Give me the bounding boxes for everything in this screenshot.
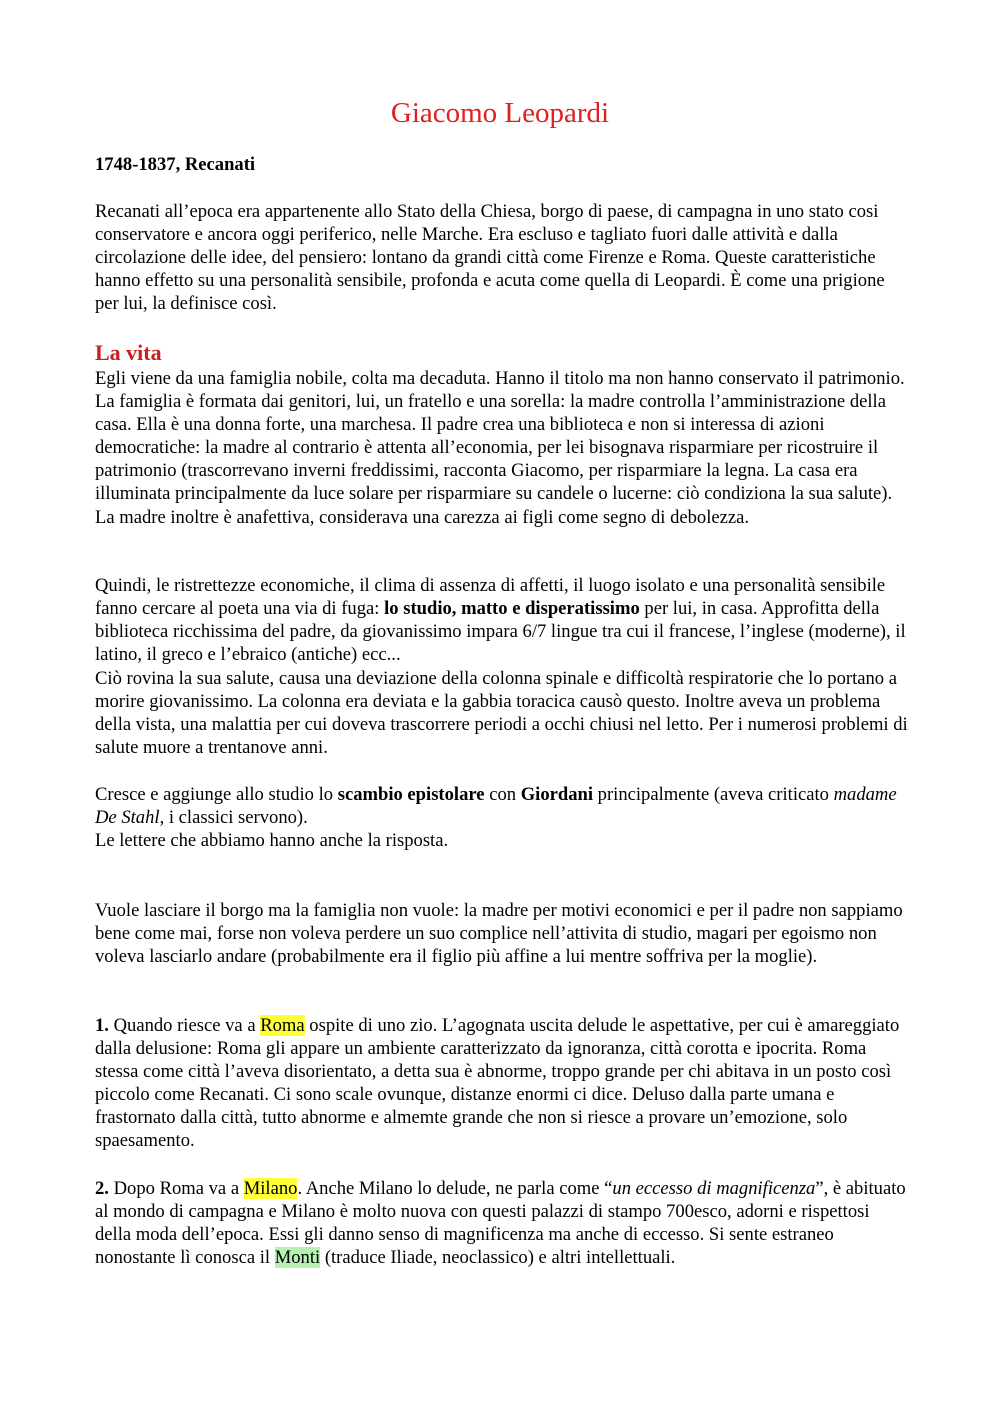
item2-text-a: Dopo Roma va a — [108, 1178, 244, 1199]
vita-paragraph-2 — [95, 574, 910, 666]
item1-text-b: ospite di uno zio. L’agognata uscita delude le aspettative, per cui è amareggiato dalla delusione: Roma gli appare un ambiente caratterizzato da ignoranza, città corotta e ipocrita. Roma stessa come città l’aveva disorientato, a detta sua è abnorme, troppo grande per chi abitava in un posto così piccolo come Recanati. Ci sono scale ovunque, distanze enormi ci dice. Deluso dalla parte umana e frastornato dalla città, tutto abnorme e almemte grande che non si riesce a provare un’emozione, solo spaesamento. — [95, 1015, 900, 1152]
vita-paragraph-6: Vuole lasciare il borgo ma la famiglia non vuole: la madre per motivi economici e per il padre non sappiamo bene come mai, forse non voleva perdere un suo complice nell’attivita di studio, magari per egoismo non voleva lasciarlo andare (probabilmente era il figlio più affine a lui mentre soffriva per la moglie). — [95, 900, 903, 968]
vita-paragraph-1: Egli viene da una famiglia nobile, colta ma decaduta. Hanno il titolo ma non hanno conservato il patrimonio. La famiglia è formata dai genitori, lui, un fratello e una sorella: la madre controlla l’amministrazione della casa. Ella è una donna forte, una marchesa. Il padre crea una biblioteca e non si interessa di azioni democratiche: la madre al contrario è attenta all’economia, per lei bisognava risparmiare per ricostruire il patrimonio (trascorrevano inverni freddissimi, racconta Giacomo, per risparmiare la legna. La casa era illuminata principalmente da luce solare per risparmiare su candele o lucerne: ciò condiziona la sua salute). La madre inoltre è anafettiva, considerava una carezza ai figli come segno di debolezza. — [95, 368, 905, 528]
intro-paragraph: Recanati all’epoca era appartenente allo Stato della Chiesa, borgo di paese, di campagna in uno stato cosi conservatore e ancora oggi periferico, nelle Marche. Era escluso e tagliato fuori dalle attività e dalla circolazione delle idee, del pensiero: lontano da grandi città come Firenze e Roma. Queste caratteristiche hanno effetto su una personalità sensibile, profonda e acuta come quella di Leopardi. È come una prigione per lui, la definisce così. — [95, 201, 885, 315]
item2-text-c: ”, è abituato al mondo di campagna e Milano è molto nuova con questi palazzi di stampo 700esco, adorni e rispettosi della moda dell’epoca. Essi gli danno senso di magnificenza ma anche di eccesso. Si sente estraneo nonostante lì conosca il — [95, 1178, 906, 1269]
vita-paragraph-3: Ciò rovina la sua salute, causa una deviazione della colonna spinale e difficoltà respiratorie che lo portano a morire giovanissimo. La colonna era deviata e la gabbia toracica causò questo. Inoltre aveva un problema della vista, una malattia per cui doveva trascorrere periodi a occhi chiusi nel letto. Per i numerosi problemi di salute muore a trentanove anni. — [95, 668, 908, 759]
item-number-1: 1. — [95, 1015, 109, 1036]
item2-italic-quote: un eccesso di magnificenza — [612, 1178, 816, 1199]
vita-paragraph-5: Le lettere che abbiamo hanno anche la risposta. — [95, 830, 449, 851]
section-heading-vita: La vita — [95, 340, 162, 365]
vita-p3-italic: madame De Stahl — [95, 784, 897, 829]
item-number-2: 2. — [95, 1178, 109, 1199]
list-item-roma — [95, 1014, 910, 1153]
vita-p2-text-a: Quindi, le ristrettezze economiche, il clima di assenza di affetti, il luogo isolato e una personalità sensibile fanno cercare al poeta una via di fuga: — [95, 575, 886, 620]
document-title: Giacomo Leopardi — [390, 97, 610, 129]
vita-p2-text-b: per lui, in casa. Approfitta della biblioteca ricchissima del padre, da giovanissimo impara 6/7 lingue tra cui il francese, l’inglese (moderne), il latino, il greco e l’ebraico (antiche) ecc... — [95, 598, 906, 666]
vita-p3-text-c: principalmente (aveva criticato — [593, 784, 834, 805]
highlight-roma: Roma — [260, 1015, 305, 1036]
item2-text-b: . Anche Milano lo delude, ne parla come “ — [297, 1178, 613, 1199]
item2-text-d: (traduce Iliade, neoclassico) e altri intellettuali. — [320, 1247, 676, 1269]
list-item-milano — [95, 1177, 910, 1269]
vita-paragraph-4 — [95, 783, 910, 829]
vita-p3-bold-epistolare: scambio epistolare — [337, 784, 485, 805]
highlight-monti: Monti — [274, 1247, 321, 1269]
vita-p3-text-b: con — [484, 784, 521, 805]
vita-p3-bold-giordani: Giordani — [520, 784, 594, 805]
item1-text-a: Quando riesce va a — [108, 1015, 261, 1036]
document-subtitle: 1748-1837, Recanati — [95, 154, 256, 175]
highlight-milano: Milano — [243, 1178, 298, 1199]
vita-p3-text-a: Cresce e aggiunge allo studio lo — [95, 784, 338, 805]
vita-p2-bold: lo studio, matto e disperatissimo — [384, 598, 640, 620]
vita-p3-text-d: , i classici servono). — [159, 807, 308, 829]
